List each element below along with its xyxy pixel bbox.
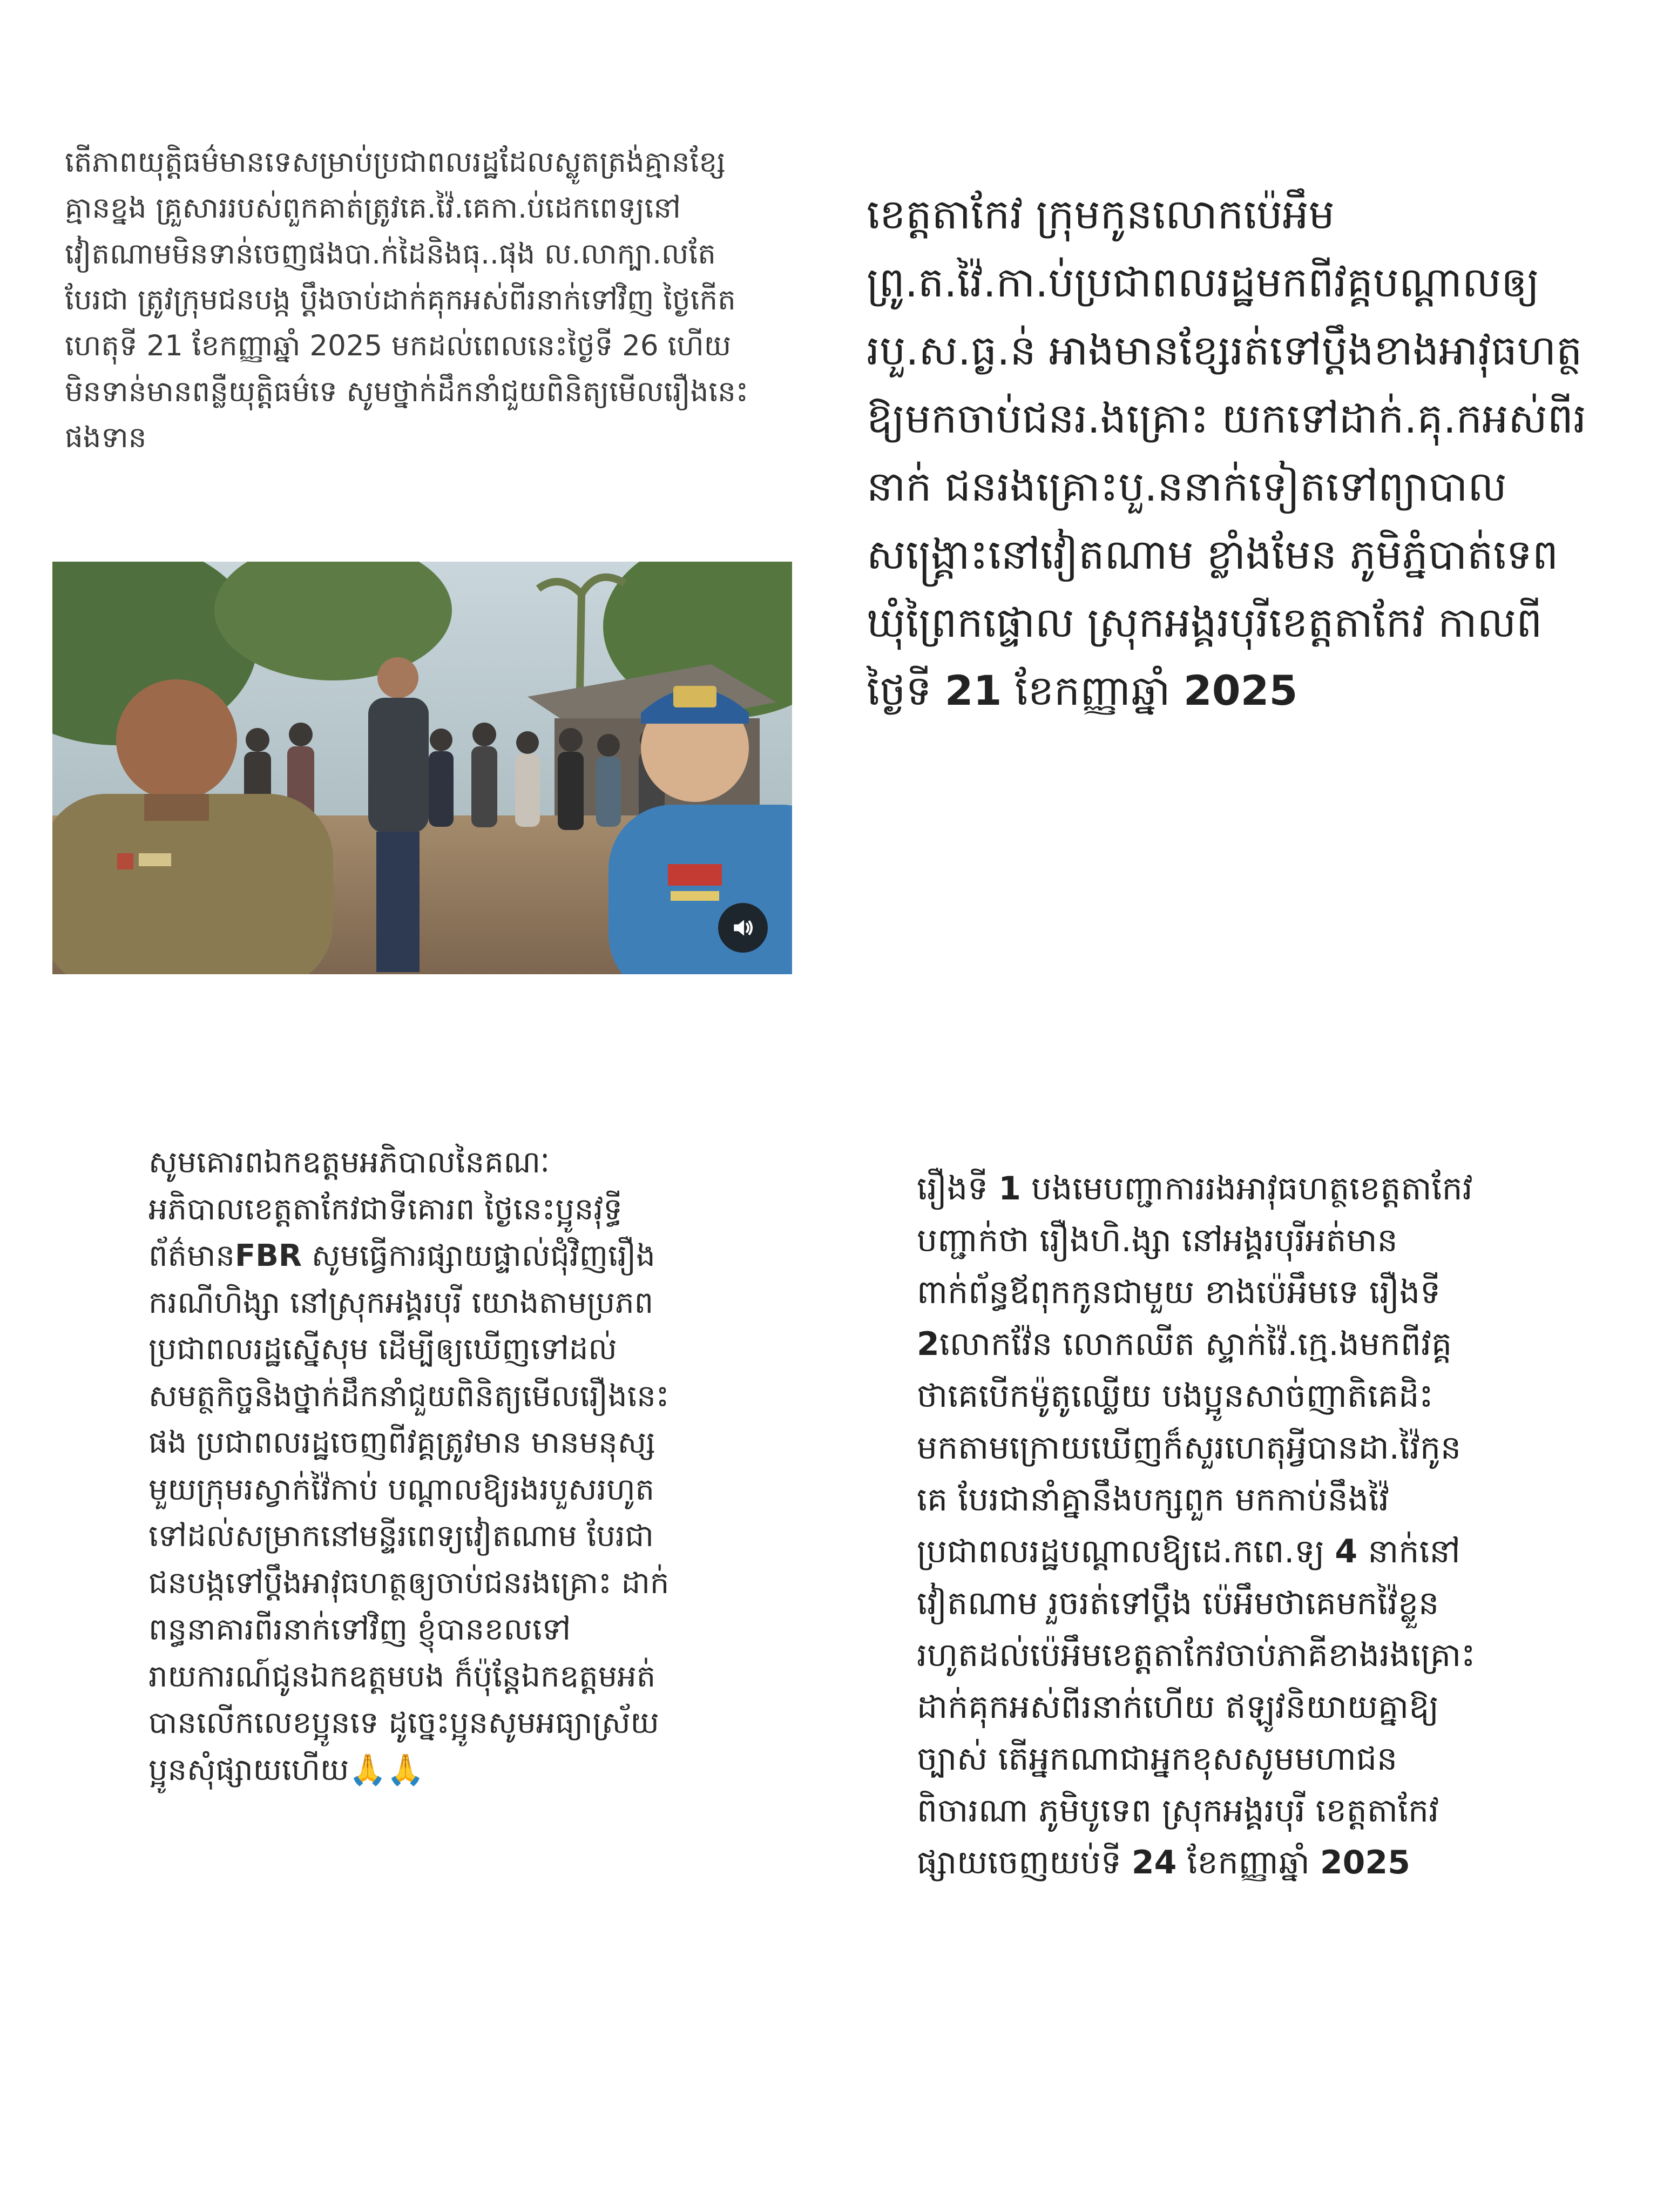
caption-line: វៀតណាមមិនទាន់ចេញផងបា.ក់ដៃនិងធុ..ផុង ល.លាក្បា.លតែ bbox=[65, 238, 716, 271]
appeal-line: សមត្ថកិច្ចនិងថ្នាក់ដឹកនាំជួយពិនិត្យមើលរឿងនេះ bbox=[148, 1378, 670, 1414]
story-text: ប្រជាពលរដ្ឋបណ្តាលឱ្យដេ.កពេ.ទ្យ bbox=[917, 1533, 1335, 1570]
news-line: ព្រូ.ត.វ៉ៃ.កា.ប់ប្រជាពលរដ្ឋមកពីវគ្គបណ្តាលឲ្យ bbox=[867, 258, 1540, 306]
story-paragraph bbox=[917, 1163, 1575, 1889]
news-line: ឃុំព្រៃកផ្ទោល ស្រុកអង្គរបុរីខេត្តតាកែវ កាលពី bbox=[867, 598, 1543, 646]
news-line: សង្គ្រោះនៅវៀតណាម ខ្លាំងមែន ភូមិភ្នំបាត់ទេព bbox=[867, 530, 1559, 578]
brand-name: FBR bbox=[234, 1238, 302, 1273]
news-line: របួ.ស.ធ្ង.ន់ អាងមានខ្សែរត់ទៅប្តឹងខាងអាវុធហត្ថ bbox=[867, 326, 1583, 374]
news-line: ឱ្យមកចាប់ជនរ.ងគ្រោះ យកទៅដាក់.គុ.កអស់ពីរ bbox=[867, 394, 1587, 442]
story-line: ពិចារណា ភូមិបូទេព ស្រុកអង្គរបុរី ខេត្តតាកែវ bbox=[917, 1792, 1439, 1830]
story-line: វៀតណាម រួចរត់ទៅប្តឹង ប៉េអឹមថាគេមកវ៉ៃខ្លួន bbox=[917, 1584, 1439, 1622]
appeal-line-prefix: ព័ត៌មាន bbox=[148, 1238, 235, 1273]
post-video-thumbnail[interactable] bbox=[52, 562, 792, 974]
date-month: ខែកញ្ញាឆ្នាំ bbox=[1002, 666, 1184, 714]
appeal-line: ពន្ធនាគារពីរនាក់ទៅវិញ ខ្ញុំបានខលទៅ bbox=[148, 1612, 571, 1647]
story-line: មកតាមក្រោយឃើញក៏សួរហេតុអ្វីបានដា.វ៉ៃកូន bbox=[917, 1429, 1462, 1467]
volume-icon bbox=[729, 914, 756, 941]
date-prefix: ថ្ងៃទី bbox=[867, 666, 945, 714]
news-date-line bbox=[867, 657, 1633, 725]
appeal-line: ករណីហិង្សា នៅស្រុកអង្គរបុរី យោងតាមប្រភព bbox=[148, 1285, 654, 1320]
story-date-line bbox=[917, 1837, 1575, 1889]
appeal-line bbox=[148, 1233, 721, 1280]
story-line: ដាក់គុកអស់ពីរនាក់ហើយ ឥឡូវនិយាយគ្នាឱ្យ bbox=[917, 1688, 1439, 1726]
caption-line: ផងទាន bbox=[65, 421, 147, 454]
story-line bbox=[917, 1163, 1575, 1215]
appeal-line: បានលើកលេខប្អូនទេ ដូច្នេះប្អូនសូមអធ្យាស្រ័យ bbox=[148, 1705, 659, 1741]
story-text: លោកវ៉ែន លោកឈីត ស្ទាក់វ៉ៃ.ក្មេ.ងមកពីវគ្គ bbox=[939, 1325, 1452, 1363]
post-caption bbox=[65, 139, 783, 461]
appeal-line: សូមគោរពឯកឧត្តមអភិបាលនៃគណៈ bbox=[148, 1145, 550, 1180]
date-year: 2025 bbox=[1183, 666, 1298, 714]
volume-button[interactable] bbox=[718, 903, 768, 953]
appeal-line: មួយក្រុមរស្វាក់វ៉ៃកាប់ បណ្តាលឱ្យរងរបួសរហូត bbox=[148, 1472, 655, 1507]
caption-line: បែរជា ត្រូវក្រុមជនបង្ក ប្តឹងចាប់ដាក់គុកអស់ពីរនាក់ទៅវិញ ថ្ងៃកើត bbox=[65, 284, 736, 316]
story-date-year: 2025 bbox=[1320, 1844, 1410, 1881]
story-text: នាក់នៅ bbox=[1357, 1533, 1460, 1570]
story-number: 2 bbox=[917, 1325, 939, 1363]
appeal-last-line: ប្អូនសុំផ្សាយហើយ bbox=[148, 1752, 349, 1788]
story-text: ផ្សាយចេញយប់ទី bbox=[917, 1844, 1132, 1881]
story-number: 4 bbox=[1335, 1533, 1358, 1570]
appeal-line: អភិបាលខេត្តតាកែវជាទីគោរព ថ្ងៃនេះប្អូនវុទ្ធី bbox=[148, 1191, 623, 1227]
appeal-line bbox=[148, 1747, 721, 1794]
photo-illustration bbox=[52, 562, 792, 974]
appeal-line: ផង ប្រជាពលរដ្ឋចេញពីវគ្គត្រូវមាន មានមនុស្ស bbox=[148, 1425, 655, 1460]
story-number: 1 bbox=[998, 1170, 1021, 1208]
story-line bbox=[917, 1526, 1575, 1577]
story-line: ពាក់ព័ន្ធឪពុកកូនជាមួយ ខាងប៉េអឹមទេ រឿងទី bbox=[917, 1273, 1441, 1311]
news-line: នាក់ ជនរងគ្រោះបួ.ននាក់ទៀតទៅព្យាបាល bbox=[867, 462, 1507, 510]
appeal-line: ទៅដល់សម្រាកនៅមន្ទីរពេទ្យវៀតណាម បែរជា bbox=[148, 1519, 654, 1554]
story-line: គេ បែរជានាំគ្នានឹងបក្សពួក មកកាប់នឹងវ៉ៃ bbox=[917, 1481, 1389, 1519]
story-line bbox=[917, 1318, 1575, 1370]
story-text: បងមេបញ្ជាការរងអាវុធហត្ថខេត្តតាកែវ bbox=[1020, 1170, 1473, 1208]
caption-line: តើភាពយុត្តិធម៌មានទេសម្រាប់ប្រជាពលរដ្ឋដែលស្លូតត្រង់គ្មានខ្សែ bbox=[65, 146, 726, 179]
appeal-line: ប្រជាពលរដ្ឋស្នើសុម ដើម្បីឲ្យឃើញទៅដល់ bbox=[148, 1332, 617, 1367]
story-date-day: 24 bbox=[1131, 1844, 1177, 1881]
caption-line: មិនទាន់មានពន្លឺយុត្តិធម៌ទេ សូមថ្នាក់ដឹកនាំជួយពិនិត្យមើលរឿងនេះ bbox=[65, 375, 749, 408]
story-line: ច្បាស់ តើអ្នកណាជាអ្នកខុសសូមមហាជន bbox=[917, 1740, 1398, 1778]
date-day: 21 bbox=[944, 666, 1002, 714]
caption-line: គ្មានខ្នង គ្រួសាររបស់ពួកគាត់ត្រូវគេ.វ៉ៃ.គេកា.ប់ដេកពេទ្យនៅ bbox=[65, 192, 681, 225]
appeal-paragraph bbox=[148, 1139, 721, 1793]
story-line: ថាគេបើកម៉ូតូឈ្លើយ បងប្អូនសាច់ញាតិគេដិះ bbox=[917, 1377, 1433, 1415]
appeal-line: ជនបង្កទៅប្តឹងអាវុធហត្ថឲ្យចាប់ជនរងគ្រោះ ដាក់ bbox=[148, 1565, 670, 1601]
story-text: រឿងទី bbox=[917, 1170, 999, 1208]
news-line: ខេត្តតាកែវ ក្រុមកូនលោកប៉េអឹម bbox=[867, 190, 1335, 238]
praying-hands-icon: 🙏🙏 bbox=[349, 1752, 424, 1788]
story-line: រហូតដល់ប៉េអឹមខេត្តតាកែវចាប់ភាគីខាងរងគ្រោះ bbox=[917, 1636, 1476, 1674]
news-paragraph bbox=[867, 180, 1633, 725]
story-text: ខែកញ្ញាឆ្នាំ bbox=[1176, 1844, 1320, 1881]
caption-line: ហេតុទី 21 ខែកញ្ញាឆ្នាំ 2025 មកដល់ពេលនេះថ្ងៃទី 26 ហើយ bbox=[65, 329, 732, 362]
appeal-line: រាយការណ៍ជូនឯកឧត្តមបង ក៏ប៉ុន្តែឯកឧត្តមអត់ bbox=[148, 1658, 656, 1694]
appeal-line-suffix: សូមធ្វើការផ្សាយផ្ទាល់ជុំវិញរឿង bbox=[302, 1238, 655, 1273]
story-line: បញ្ជាក់ថា រឿងហិ.ង្សា នៅអង្គរបុរីអត់មាន bbox=[917, 1222, 1398, 1259]
